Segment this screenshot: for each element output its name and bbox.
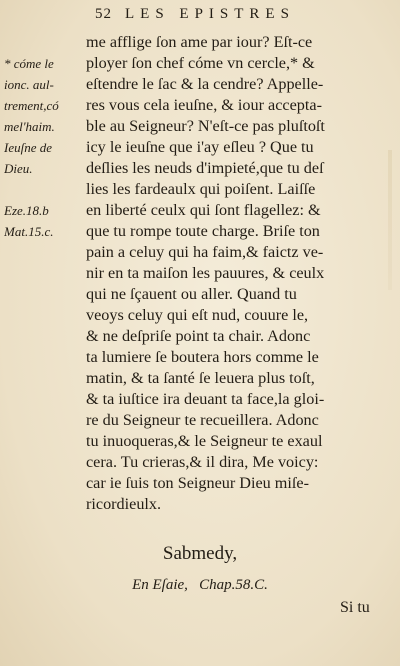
text-line: res vous cela ieuſne, & iour accepta-	[86, 96, 322, 114]
section-reference: En Eſaie, Chap.58.C.	[132, 577, 268, 593]
text-line: deſlies les neuds d'impieté,que tu deſ	[86, 159, 324, 177]
text-line: ble au Seigneur? N'eſt-ce pas pluſtoſt	[86, 117, 325, 135]
text-line: tu inuoqueras,& le Seigneur te exaul	[86, 432, 323, 450]
page-header	[95, 6, 385, 28]
text-line: pain a celuy qui ha faim,& faictz ve-	[86, 243, 324, 261]
margin-note: ionc. aul-	[4, 77, 54, 92]
text-line: lies les fardeaulx qui poiſent. Laiſſe	[86, 180, 316, 198]
page-number: 52	[95, 6, 112, 22]
margin-note: Eze.18.b	[4, 203, 49, 218]
text-line: eſtendre le ſac & la cendre? Appelle-	[86, 75, 324, 93]
margin-note: * cóme le	[4, 56, 54, 71]
margin-note: Mat.15.c.	[4, 224, 54, 239]
text-line: & ta iuſtice ira deuant ta face,la gloi-	[86, 390, 325, 408]
running-head: LES EPISTRES	[125, 6, 295, 22]
text-line: & ne deſpriſe point ta chair. Adonc	[86, 327, 311, 345]
text-line: en liberté ceulx qui ſont flagellez: &	[86, 201, 321, 219]
margin-note: trement,có	[4, 98, 59, 113]
text-line: ployer ſon chef cóme vn cercle,* &	[86, 54, 315, 72]
text-line: qui ne ſçauent ou aller. Quand tu	[86, 285, 297, 303]
text-line: matin, & ta ſanté ſe leuera plus toſt,	[86, 369, 315, 387]
text-line: re du Seigneur te recueillera. Adonc	[86, 411, 319, 429]
margin-note: Dieu.	[4, 161, 33, 176]
text-line: nir en ta maiſon les pauures, & ceulx	[86, 264, 325, 282]
text-line: cera. Tu crieras,& il dira, Me voicy:	[86, 453, 319, 471]
margin-note: mel'haim.	[4, 119, 55, 134]
catchword: Si tu	[340, 599, 370, 616]
paper-shadow	[388, 150, 392, 290]
text-line: veoys celuy qui eſt nud, couure le,	[86, 306, 309, 324]
text-line: ricordieulx.	[86, 495, 162, 513]
text-line: car ie ſuis ton Seigneur Dieu miſe-	[86, 474, 309, 492]
text-line: me afflige ſon ame par iour? Eſt-ce	[86, 33, 313, 51]
text-line: ta lumiere ſe boutera hors comme le	[86, 348, 319, 366]
margin-note: Ieuſne de	[4, 140, 53, 155]
section-heading: Sabmedy,	[162, 543, 238, 564]
text-line: icy le ieuſne que i'ay eſleu ? Que tu	[86, 138, 314, 156]
text-line: que tu rompe toute charge. Briſe ton	[86, 222, 320, 240]
